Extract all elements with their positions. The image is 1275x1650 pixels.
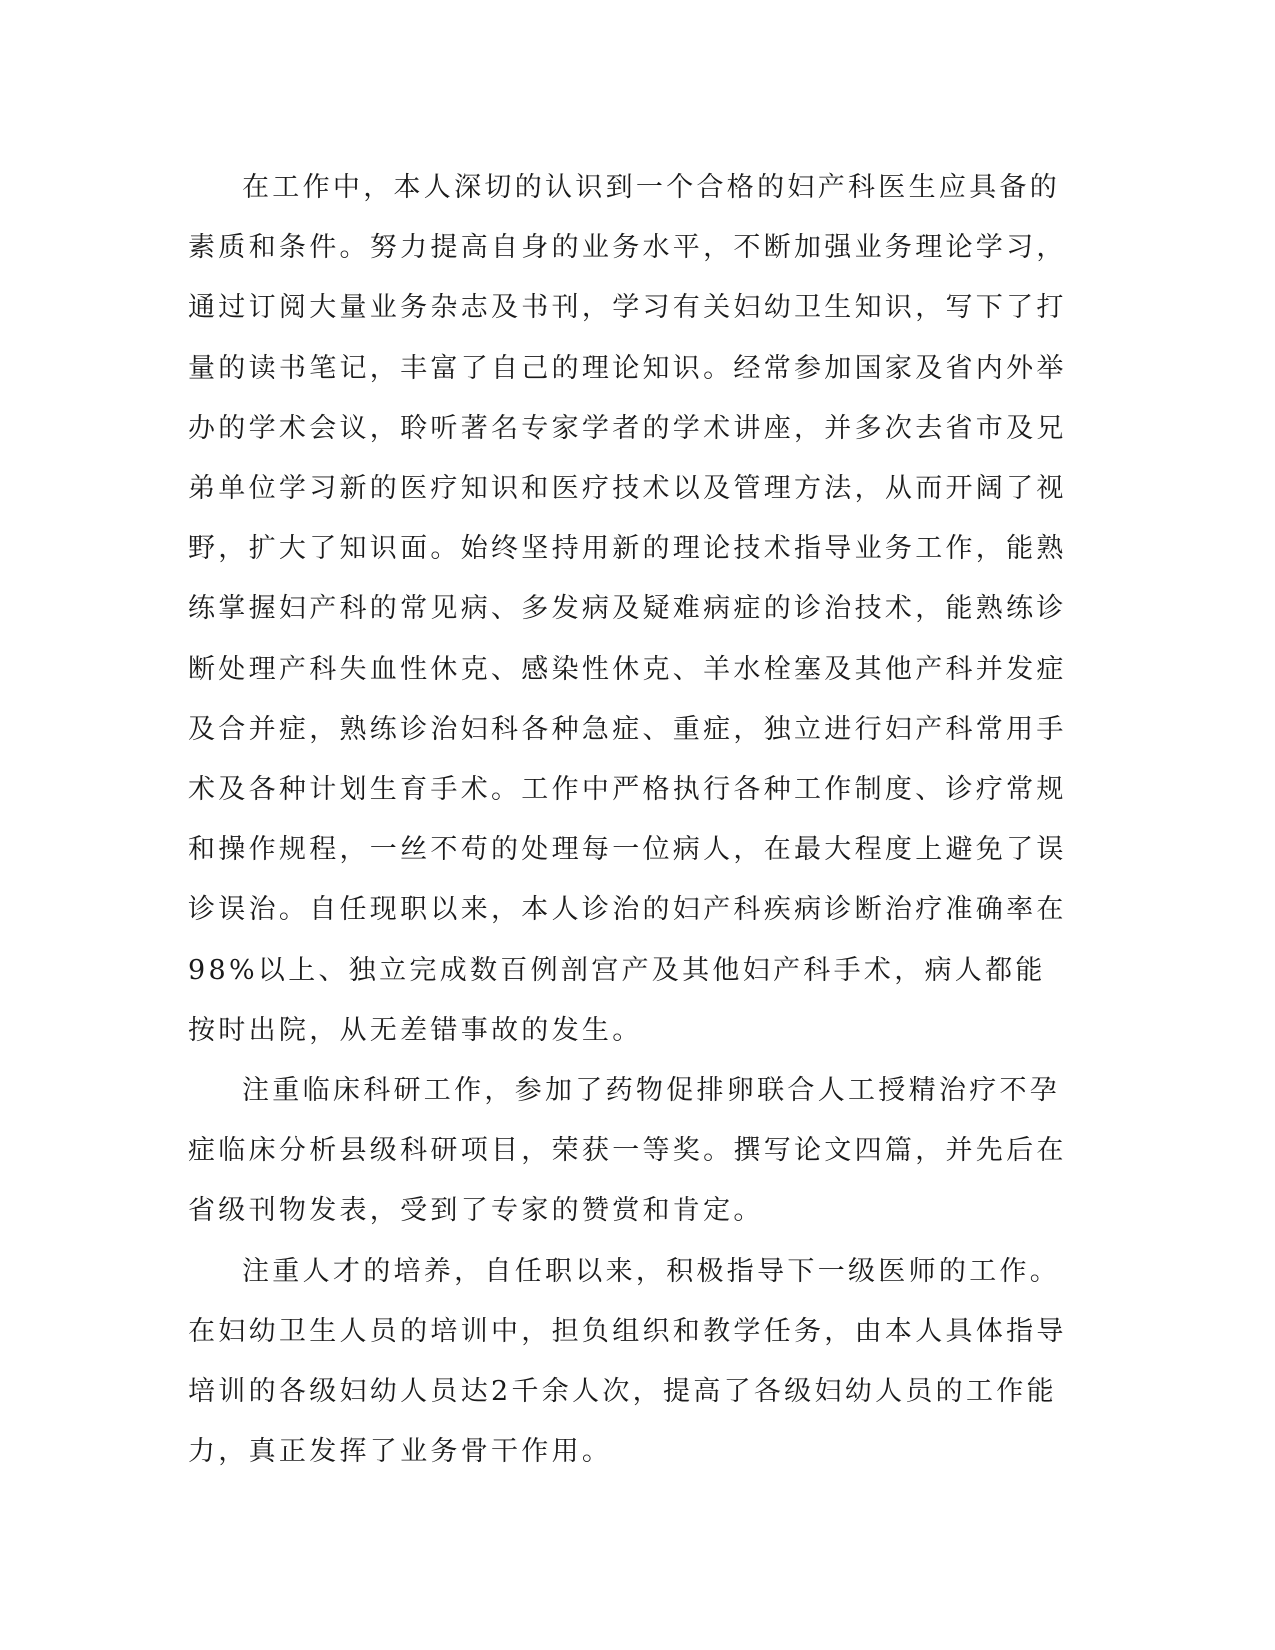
paragraph-work-experience: 在工作中，本人深切的认识到一个合格的妇产科医生应具备的素质和条件。努力提高自身的业务水平，不断加强业务理论学习，通过订阅大量业务杂志及书刊，学习有关妇幼卫生知识，写下了打量的读书笔记，丰富了自己的理论知识。经常参加国家及省内外举办的学术会议，聆听著名专家学者的学术讲座，并多次去省市及兄弟单位学习新的医疗知识和医疗技术以及管理方法，从而开阔了视野，扩大了知识面。始终坚持用新的理论技术指导业务工作，能熟练掌握妇产科的常见病、多发病及疑难病症的诊治技术，能熟练诊断处理产科失血性休克、感染性休克、羊水栓塞及其他产科并发症及合并症，熟练诊治妇科各种急症、重症，独立进行妇产科常用手术及各种计划生育手术。工作中严格执行各种工作制度、诊疗常规和操作规程，一丝不苟的处理每一位病人，在最大程度上避免了误诊误治。自任现职以来，本人诊治的妇产科疾病诊断治疗准确率在98%以上、独立完成数百例剖宫产及其他妇产科手术，病人都能按时出院，从无差错事故的发生。: [188, 172, 1067, 1046]
document-body: [188, 158, 1068, 1482]
paragraph-talent-training: 注重人才的培养，自任职以来，积极指导下一级医师的工作。在妇幼卫生人员的培训中，担负组织和教学任务，由本人具体指导培训的各级妇幼人员达2千余人次，提高了各级妇幼人员的工作能力，真正发挥了业务骨干作用。: [188, 1255, 1067, 1468]
paragraph-clinical-research: 注重临床科研工作，参加了药物促排卵联合人工授精治疗不孕症临床分析县级科研项目，荣获一等奖。撰写论文四篇，并先后在省级刊物发表，受到了专家的赞赏和肯定。: [188, 1075, 1067, 1227]
